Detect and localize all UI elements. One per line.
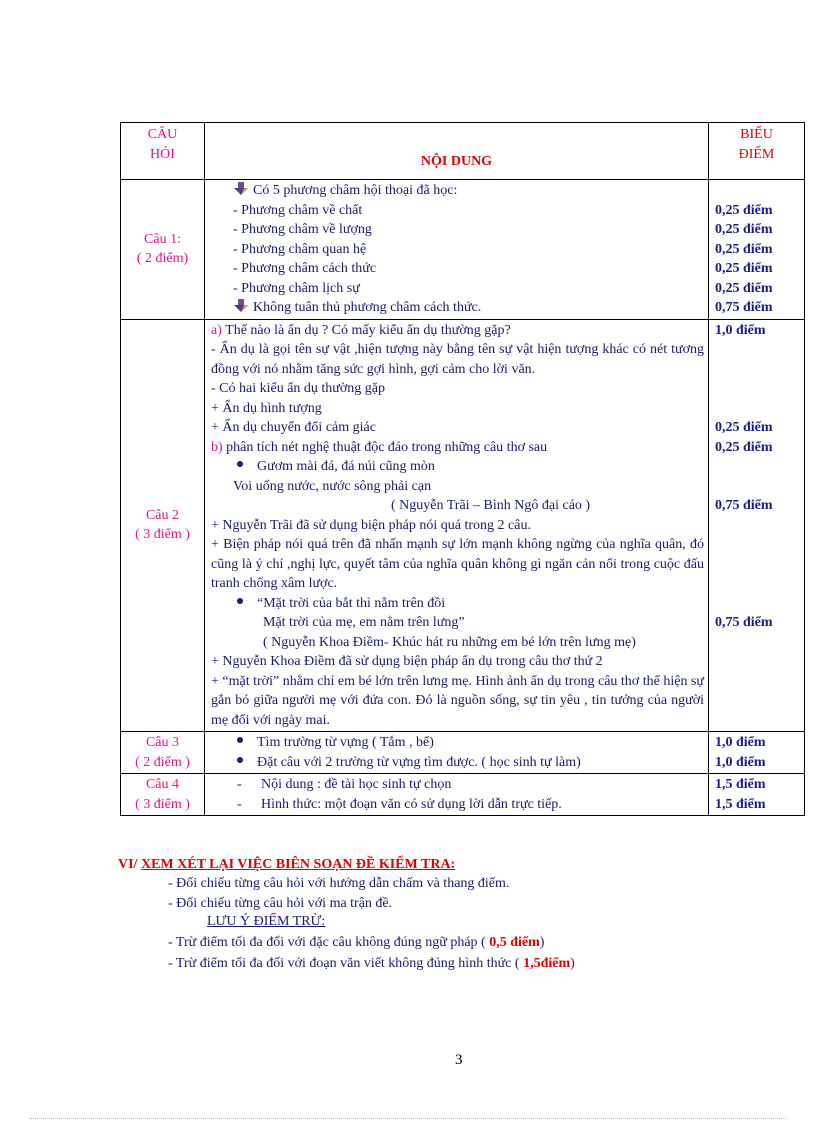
score-value: 1,5 điểm — [715, 796, 766, 812]
score-value: 0,25 điểm — [715, 202, 773, 218]
q2-poem-1-note-2: + Biện pháp nói quá trên đã nhấn mạnh sự lớn mạnh không ngừng của nghĩa quân, đó cũng là ý chí ,nghị lực, quyết tâm của nghĩa quân không gì ngăn cản nổi trong cuộc đấu tranh chống xâm lược. — [211, 537, 704, 591]
score-value: 0,25 điểm — [715, 241, 773, 257]
table-header-row — [121, 123, 805, 180]
q2-part-b-question: b) phân tích nét nghệ thuật độc đáo trong những câu thơ sau — [211, 439, 548, 455]
page-bottom-divider — [30, 1118, 786, 1119]
question-3-scores — [709, 732, 805, 774]
question-1-content — [205, 180, 709, 320]
question-1-row — [121, 180, 805, 320]
q1-item-line: - Phương châm lịch sự — [233, 280, 360, 296]
q1-item-line: - Phương châm về chất — [233, 202, 363, 218]
score-value: 1,0 điểm — [715, 754, 766, 770]
question-3-label-cell — [121, 732, 205, 774]
score-value: 0,75 điểm — [715, 300, 773, 315]
q1-intro-line: Có 5 phương châm hội thoại đã học: — [211, 181, 704, 201]
deduction-note-title: LƯU Ý ĐIỂM TRỪ: — [207, 914, 326, 929]
deduction-item-1: - Trừ điểm tối đa đối với đặc câu không đúng ngữ pháp ( 0,5 điểm) — [168, 935, 545, 950]
q2-metaphor-type-1: + Ẩn dụ hình tượng — [211, 400, 322, 416]
header-question-line1: CÂU — [147, 127, 178, 142]
score-value: 1,0 điểm — [715, 735, 766, 750]
header-content-cell — [205, 123, 709, 180]
bullet-icon — [237, 737, 243, 743]
score-value: 1,5 điểm — [715, 777, 766, 792]
q2-poem-1-note-1: + Nguyễn Trãi đã sử dụng biện pháp nói quá trong 2 câu. — [211, 517, 531, 533]
q2-poem-1-line-1: Gươm mài đá, đá núi cũng mòn — [211, 457, 704, 477]
q3-line-1: Tìm trường từ vựng ( Tắm , bể) — [211, 733, 704, 753]
bullet-icon — [237, 598, 243, 604]
question-4-label-cell — [121, 774, 205, 816]
header-score-line1: BIỂU — [740, 127, 773, 142]
bullet-icon — [237, 461, 243, 467]
q4-line-1: - Nội dung : đề tài học sinh tự chọn — [237, 777, 452, 792]
question-4-points: ( 3 điểm ) — [135, 796, 190, 812]
deduction-item-2: - Trừ điểm tối đa đối với đoạn văn viết không đúng hình thức ( 1,5điểm) — [168, 956, 575, 971]
q2-poem-2-note-2: + “mặt trời” nhằm chỉ em bé lớn trên lưng mẹ. Hình ảnh ẩn dụ trong câu thơ thể hiện sự gắn bó giữa người mẹ với đứa con. Đó là nguồn sống, sự tin yêu , tin tưởng của người mẹ đối với ngày mai. — [211, 673, 704, 728]
score-value: 0,25 điểm — [715, 420, 773, 435]
q1-item-line: - Phương châm quan hệ — [233, 241, 367, 257]
score-value: 1,0 điểm — [715, 322, 766, 338]
q4-line-2: - Hình thức: một đoạn văn có sử dụng lời dẫn trực tiếp. — [237, 796, 562, 812]
question-2-row — [121, 319, 805, 732]
question-2-scores — [709, 319, 805, 732]
header-content-title: NỘI DUNG — [420, 153, 493, 169]
down-arrow-icon — [233, 299, 249, 313]
q1-answer-line: Không tuân thủ phương châm cách thức. — [211, 298, 704, 318]
q2-part-a-question: a) Thế nào là ẩn dụ ? Có mấy kiểu ẩn dụ thường gặp? — [211, 322, 511, 338]
question-3-row — [121, 732, 805, 774]
question-3-label: Câu 3 — [145, 735, 180, 750]
question-4-row — [121, 774, 805, 816]
question-1-scores — [709, 180, 805, 320]
question-2-content — [205, 319, 709, 732]
q3-line-2: Đặt câu với 2 trường từ vựng tìm được. ( học sinh tự làm) — [211, 753, 704, 773]
score-value: 0,25 điểm — [715, 439, 773, 455]
check-item-2: - Đối chiếu từng câu hỏi với ma trận đề. — [168, 896, 393, 911]
q2-metaphor-definition: - Ẩn dụ là gọi tên sự vật ,hiện tượng này bằng tên sự vật hiện tượng khác có nét tương đồng với nó nhằm tăng sức gợi hình, gợi cảm cho lời văn. — [211, 342, 704, 377]
header-question-cell — [121, 123, 205, 180]
q2-poem-2-note-1: + Nguyễn Khoa Điềm đã sử dụng biện pháp ẩn dụ trong câu thơ thứ 2 — [211, 654, 603, 669]
q1-item-line: - Phương châm về lượng — [233, 222, 372, 237]
question-1-label-cell — [121, 180, 205, 320]
question-3-content — [205, 732, 709, 774]
score-value: 0,75 điểm — [715, 498, 773, 513]
q2-poem-2-line-1: “Mặt trời của bắt thì nằm trên đồi — [211, 594, 704, 614]
question-4-scores — [709, 774, 805, 816]
q2-metaphor-types: - Có hai kiểu ẩn dụ thường gặp — [211, 381, 386, 396]
q2-metaphor-type-2: + Ẩn dụ chuyển đổi cảm giác — [211, 420, 376, 435]
bullet-icon — [237, 757, 243, 763]
question-1-label: Câu 1: — [144, 231, 181, 247]
q2-poem-1-line-2: Voi uống nước, nước sông phải cạn — [233, 478, 432, 494]
section-heading — [118, 857, 455, 873]
q2-poem-1-source: ( Nguyễn Trãi – Bình Ngô đại cáo ) — [391, 498, 591, 513]
question-2-label: Câu 2 — [145, 507, 180, 523]
q2-poem-2-line-2: Mặt trời của mẹ, em nằm trên lưng” — [263, 615, 465, 630]
down-arrow-icon — [233, 182, 249, 196]
page-number: 3 — [455, 1052, 463, 1068]
section-title: XEM XÉT LẠI VIỆC BIÊN SOẠN ĐỀ KIỂM TRA: — [140, 857, 456, 872]
score-value: 0,25 điểm — [715, 261, 773, 276]
question-1-points: ( 2 điểm) — [136, 251, 189, 267]
header-score-line2: ĐIỂM — [738, 146, 775, 162]
question-4-content — [205, 774, 709, 816]
q2-poem-2-source: ( Nguyễn Khoa Điềm- Khúc hát ru những em bé lớn trên lưng mẹ) — [263, 634, 636, 650]
question-3-points: ( 2 điểm ) — [135, 754, 190, 770]
question-4-label: Câu 4 — [145, 777, 180, 792]
header-score-cell — [709, 123, 805, 180]
score-value: 0,75 điểm — [715, 615, 773, 630]
section-prefix: VI/ — [118, 857, 138, 872]
question-2-label-cell — [121, 319, 205, 732]
grading-table — [120, 122, 805, 816]
header-question-line2: HỎI — [150, 146, 175, 162]
score-value: 0,25 điểm — [715, 222, 773, 237]
q1-item-line: - Phương châm cách thức — [233, 261, 377, 276]
check-item-1: - Đối chiếu từng câu hỏi với hướng dẫn chấm và thang điểm. — [168, 876, 510, 891]
question-2-points: ( 3 điểm ) — [135, 527, 190, 543]
score-value: 0,25 điểm — [715, 280, 773, 296]
